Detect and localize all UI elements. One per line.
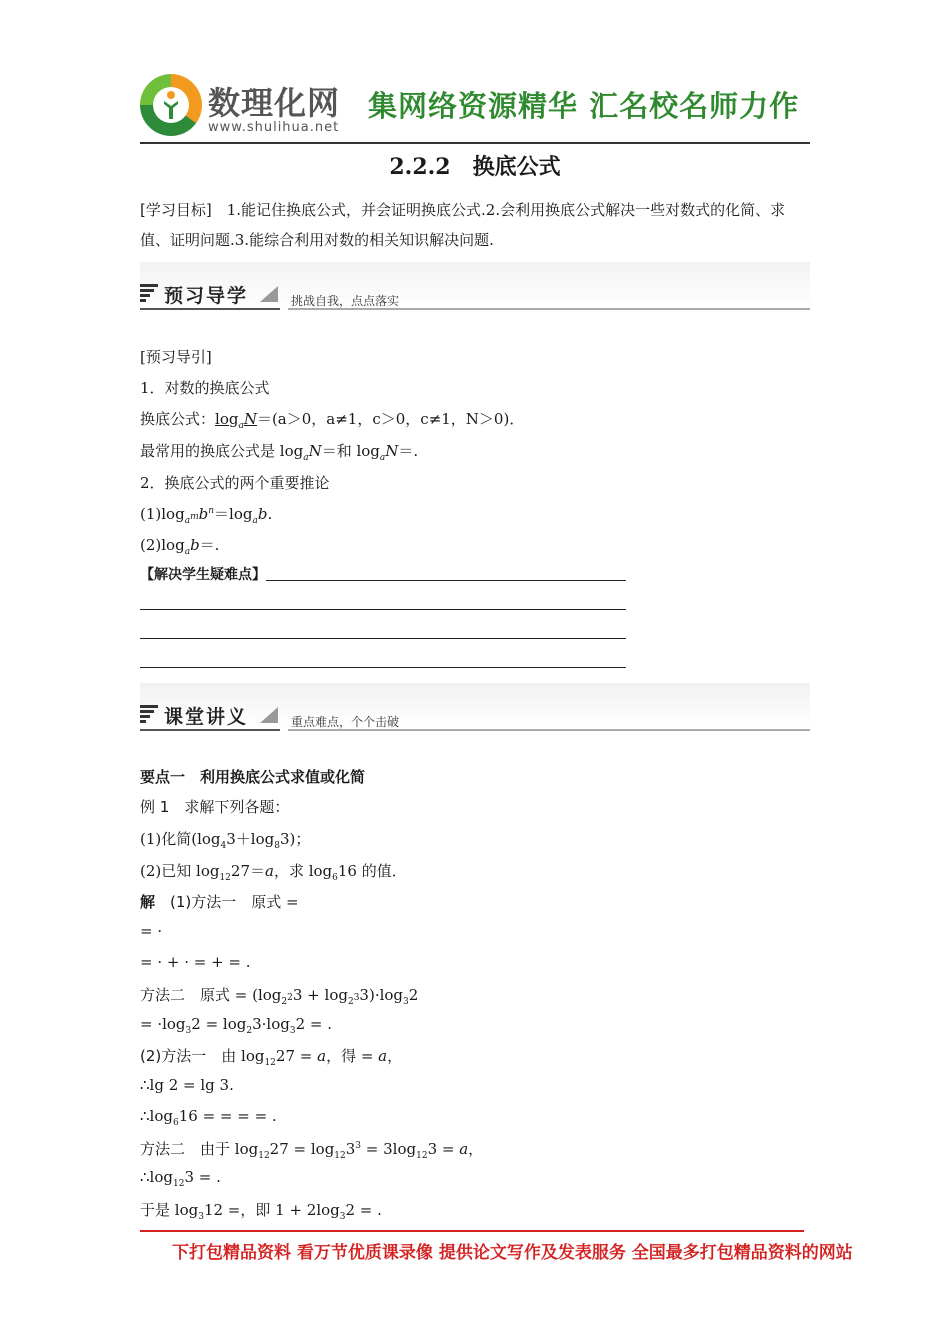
banner-rule: [140, 308, 280, 310]
answer-blank[interactable]: [140, 638, 626, 639]
preview-intro: [预习导引]: [140, 348, 212, 366]
section-subtitle-preview: 挑战自我，点点落实: [291, 294, 400, 308]
solution-line: ∴lg 2 = lg 3.: [140, 1076, 234, 1094]
solution-line: 于是 $\log_312$ =，即 $1 + 2\log_32$ = .: [140, 1201, 382, 1222]
solution-line: = ·: [140, 922, 163, 940]
corollary-1: $(1)\log_{a^m}b^n=\log_ab$.: [140, 505, 273, 526]
section-banner-preview: [140, 262, 810, 314]
solution-line: = · + · = + = .: [140, 953, 251, 971]
footer-banner[interactable]: 下打包精品资料 看万节优质课录像 提供论文写作及发表服务 全国最多打包精品资料的网站: [172, 1243, 853, 1263]
solution-line: = $\cdot\log_32 = \log_23\cdot\log_32$ = .: [140, 1015, 332, 1036]
answer-blank[interactable]: [140, 667, 626, 668]
person-logo-icon: [163, 90, 179, 120]
formula-line: 换底公式：$\log_aN=(a>0$，a≠1，c＞0，c≠1，N＞0)．: [140, 410, 525, 431]
banner-rule: [140, 729, 280, 731]
header-divider: [140, 142, 810, 144]
stripes-icon: [140, 284, 158, 302]
stripes-icon: [140, 705, 158, 723]
key-point-1: 要点一 利用换底公式求值或化简: [140, 768, 366, 786]
formula-prefix: 换底公式：: [140, 410, 216, 428]
goals-text: 1.能记住换底公式，并会证明换底公式.2.会利用换底公式解决一些对数式的化简、求值、证明问题.3.能综合利用对数的相关知识解决问题.: [140, 201, 786, 249]
footer-divider: [140, 1230, 804, 1232]
page-title: 2.2.2 换底公式: [389, 154, 561, 180]
section-banner-lecture: [140, 683, 810, 735]
solution-method-1: 解 (1)方法一 原式 =: [140, 893, 299, 911]
solution-part-2: (2)方法一 由 $\log_{12}27 = a$，得 = a，: [140, 1047, 403, 1068]
preview-item-1: 1．对数的换底公式: [140, 379, 270, 397]
solution-line: $\therefore\log_616$ = = = = .: [140, 1107, 277, 1128]
solution-method-2b: 方法二 由于 $\log_{12}27 = \log_{12}3^3 = 3\log_{12}3 = a$，: [140, 1140, 484, 1161]
header-slogan: 集网络资源精华 汇名校名师力作: [368, 89, 800, 123]
banner-rule: [288, 308, 810, 310]
example-1: 例 1 求解下列各题：: [140, 798, 290, 816]
solution-method-2: 方法二 原式 = $(\log_{2^2}3 + \log_{2^3}3)\cdot\log_32$: [140, 986, 419, 1007]
preview-item-2: 2．换底公式的两个重要推论: [140, 474, 330, 492]
section-subtitle-lecture: 重点难点，个个击破: [291, 715, 400, 729]
section-title-lecture: 课堂讲义: [164, 706, 249, 728]
goals-label: [学习目标]: [140, 201, 212, 219]
wedge-icon: [260, 286, 278, 302]
section-title-preview: 预习导学: [164, 285, 249, 307]
brand-url[interactable]: www.shulihua.net: [208, 120, 340, 135]
corollary-2: $(2)\log_ab=$.: [140, 536, 220, 557]
question-2: (2)已知 $\log_{12}27=a$，求 $\log_616$ 的值．: [140, 862, 407, 883]
brand-name: 数理化网: [208, 84, 341, 122]
wedge-icon: [260, 707, 278, 723]
answer-blank[interactable]: [266, 580, 626, 581]
learning-goals: [140, 195, 812, 255]
banner-rule: [288, 729, 810, 731]
answer-blank[interactable]: [140, 609, 626, 610]
difficulty-label: 【解决学生疑难点】: [140, 567, 266, 583]
common-formula-line: 最常用的换底公式是 $\log_aN=$和 $\log_aN=$.: [140, 442, 419, 463]
question-1: (1)化简$(\log_43+\log_83)$；: [140, 830, 311, 851]
solution-line: $\therefore\log_{12}3$ = .: [140, 1168, 221, 1189]
formula-conditions: ＝(a＞0，a≠1，c＞0，c≠1，N＞0)．: [256, 410, 525, 428]
